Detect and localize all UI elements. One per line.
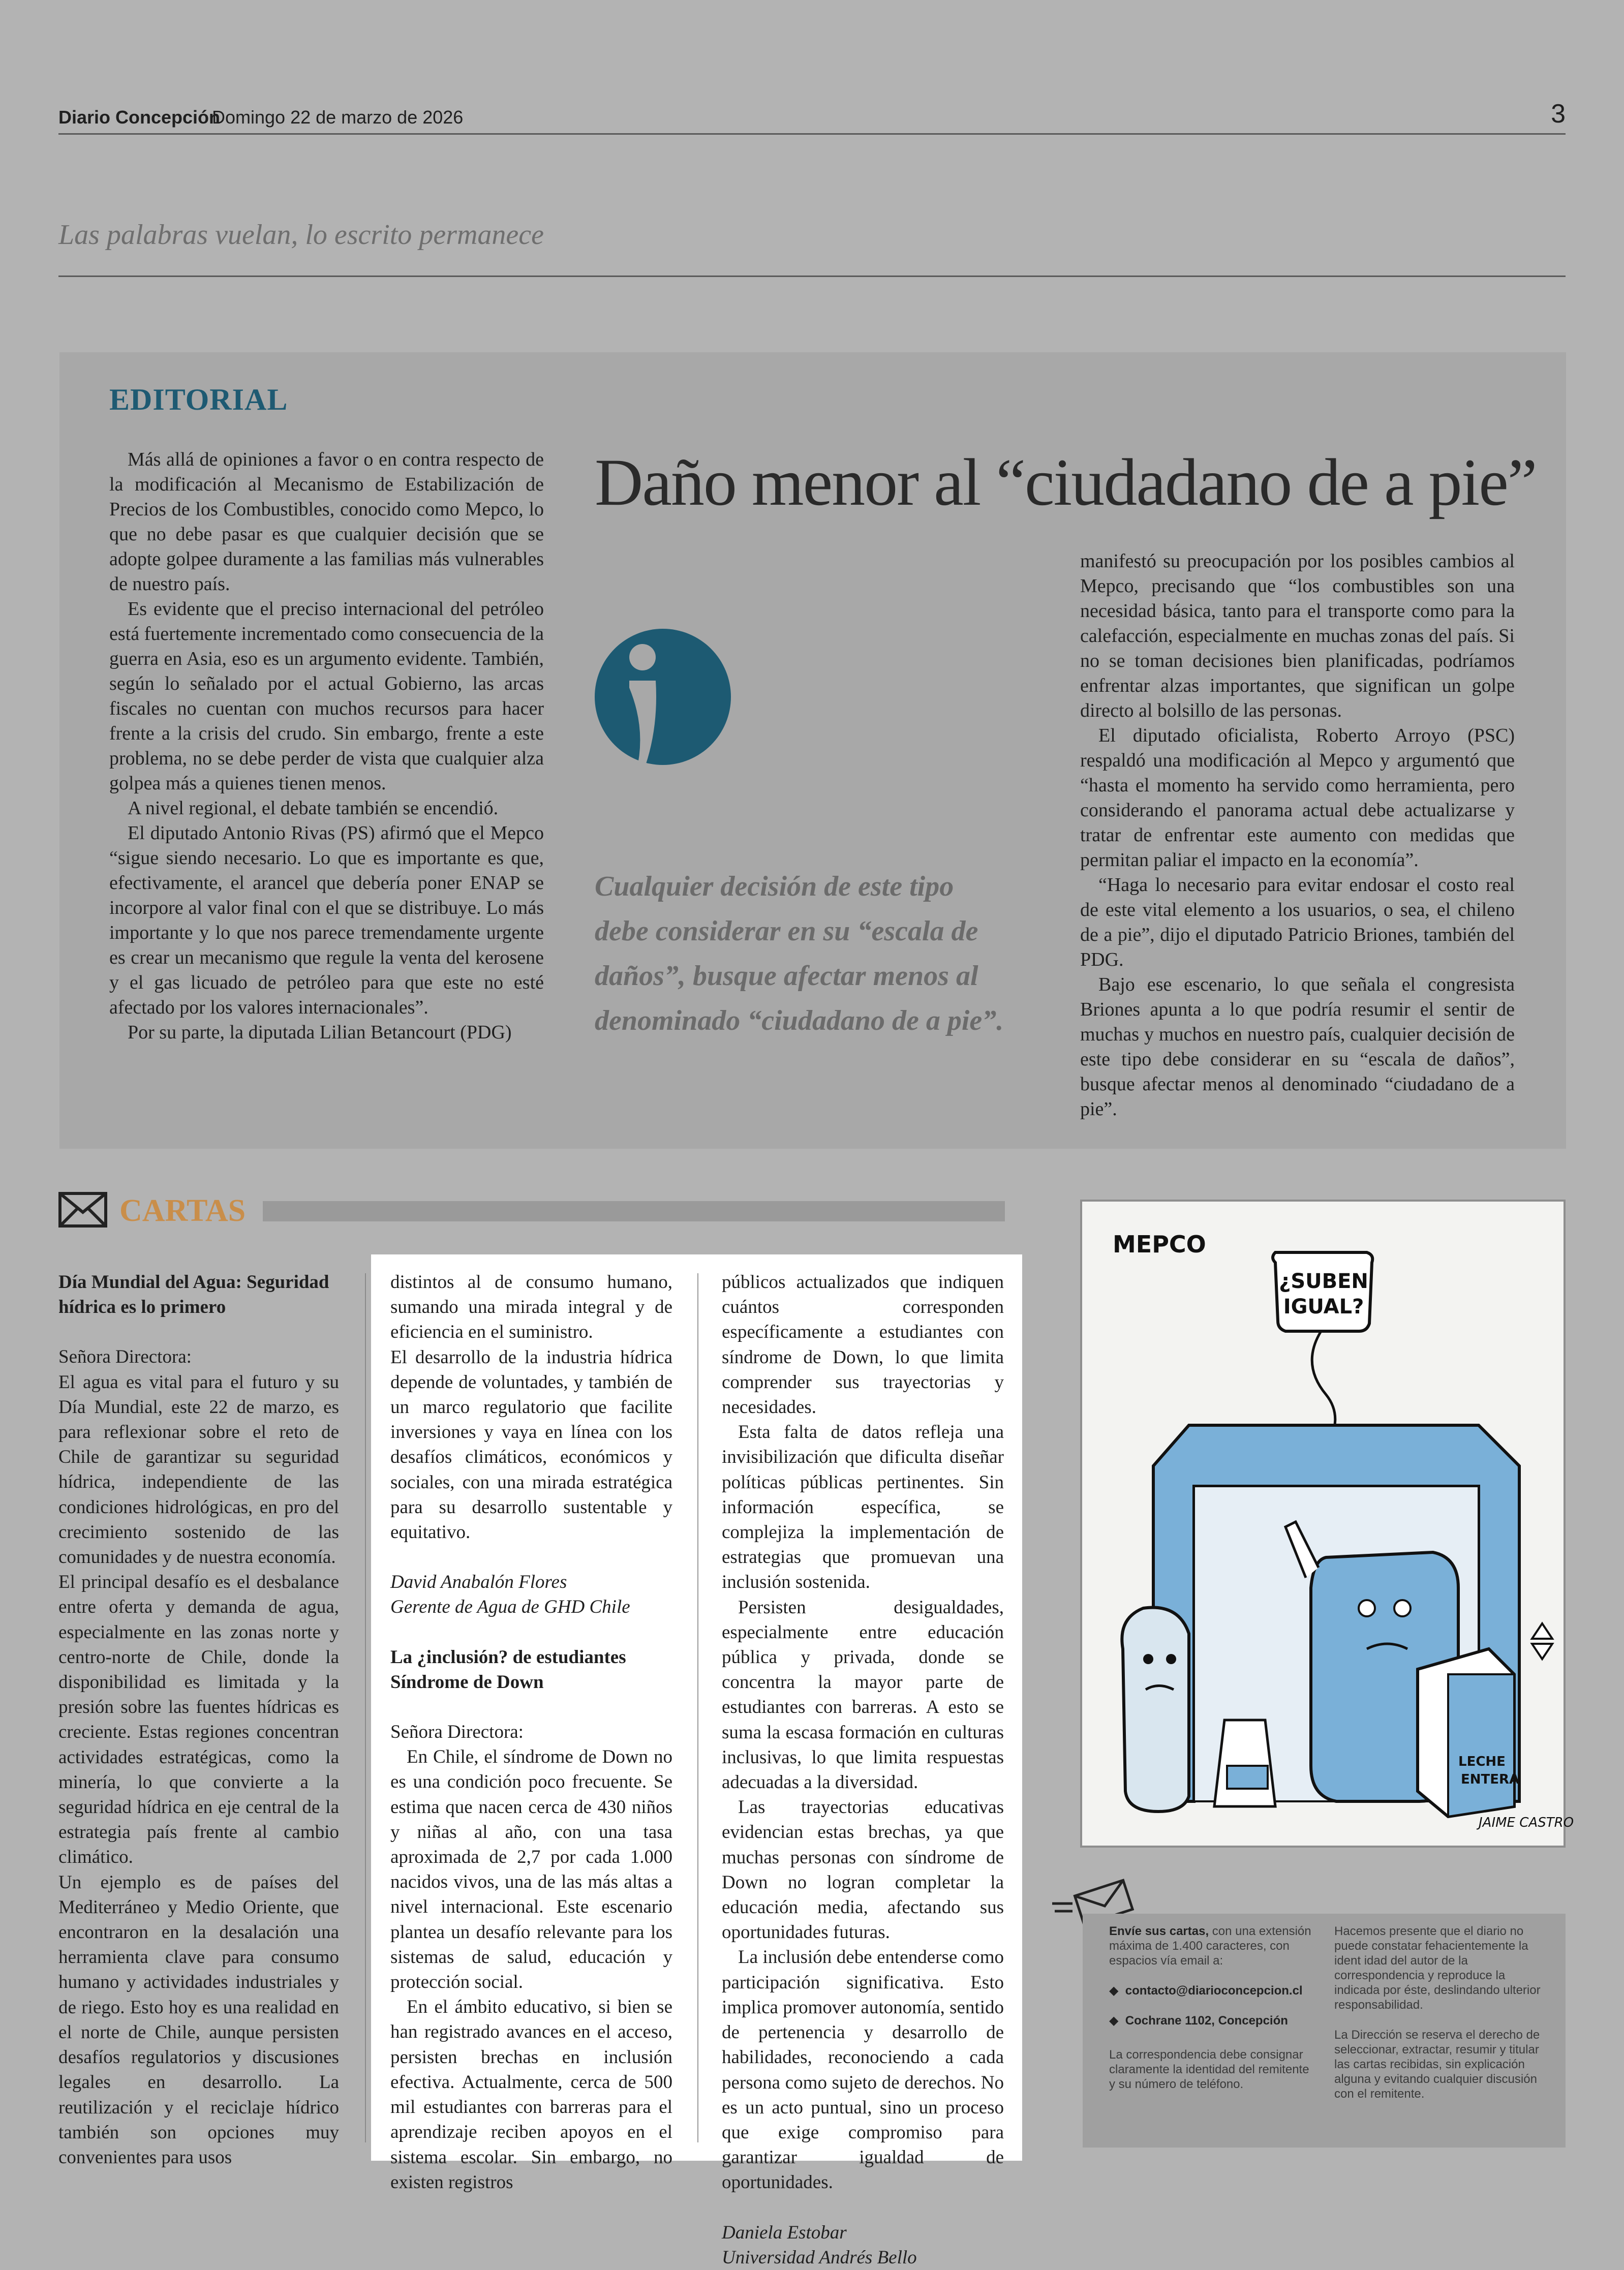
publication-date: Domingo 22 de marzo de 2026 (212, 107, 464, 128)
letter-paragraph: distintos al de consumo humano, sumando una mirada integral y de eficiencia en el suministro. (390, 1272, 672, 1343)
editorial-label: EDITORIAL (109, 383, 288, 416)
letter-salutation: Señora Directora: (390, 1722, 524, 1743)
cartas-header (58, 1192, 1005, 1233)
letter-signature-name: David Anabalón Flores (390, 1572, 567, 1593)
info-disclaimer: Hacemos presente que el diario no puede constatar fehacientemente la ident idad del autor de la correspondencia y reproduce la indicada por éste, deslindando ulterior responsabilidad. (1334, 1924, 1541, 2012)
editorial-pull-quote: Cualquier decisión de este tipo debe considerar en su “escala de daños”, busque afectar menos al denominado “ciudadano de a pie”. (595, 871, 1004, 1036)
letter-column-b (390, 1270, 672, 2195)
letter-column-a (58, 1270, 339, 2170)
page-number: 3 (1551, 99, 1566, 129)
editorial-paragraph: A nivel regional, el debate también se encendió. (128, 797, 499, 819)
letter-paragraph: En el ámbito educativo, si bien se han registrado avances en el acceso, persisten brechas en inclusión efectiva. Actualmente, cerca de 500 mil estudiantes con barreras para el aprendizaje reciben apoyos en el sistema escolar. Sin embargo, no existen registros (390, 1997, 672, 2193)
speech-line: ¿SUBEN (1279, 1270, 1368, 1293)
editorial-cartoon (1080, 1200, 1574, 1848)
envelope-icon (58, 1192, 107, 1228)
cartoon-title: MEPCO (1113, 1231, 1206, 1258)
letter-title: La ¿inclusión? de estudiantes Síndrome de Down (390, 1646, 626, 1693)
letter-column-c (722, 1270, 1004, 2270)
editorial-paragraph: Más allá de opiniones a favor o en contra respecto de la modificación al Mecanismo de Estabilización de Precios de los Combustibles, conocido como Mepco, lo que no debe pasar es que cualquier decisión que se adopte golpee duramente a las familias más vulnerables de nuestro país. (109, 449, 544, 595)
editorial-paragraph: Por su parte, la diputada Lilian Betancourt (PDG) (128, 1022, 512, 1043)
info-rights: La Dirección se reserva el derecho de seleccionar, extractar, resumir y titular las cartas recibidas, sin explicación alguna y evitando cualquier discusión con el remitente. (1334, 2028, 1540, 2101)
column-divider (365, 1273, 366, 2142)
info-right-column (1334, 1924, 1548, 2101)
letter-title: Día Mundial del Agua: Seguridad hídrica es lo primero (58, 1272, 329, 1318)
section-slogan (58, 219, 1566, 277)
character-bread (1122, 1608, 1189, 1812)
letter-paragraph: públicos actualizados que indiquen cuántos corresponden específicamente a estudiantes con síndrome de Down, lo que limita comprender sus trayectorias y necesidades. (722, 1272, 1004, 1418)
letter-paragraph: Persisten desigualdades, especialmente entre educación pública y privada, donde se concentra la mayor parte de estudiantes con barreras. A esto se suma la escasa formación en culturas inclusivas, lo que limita respuestas adecuadas a la diversidad. (722, 1597, 1004, 1793)
letter-signature-role: Gerente de Agua de GHD Chile (390, 1597, 630, 1618)
page-header (58, 99, 1566, 135)
info-icon (594, 628, 732, 771)
letter-signature-role: Universidad Andrés Bello (722, 2247, 917, 2268)
speech-line: IGUAL? (1283, 1295, 1364, 1318)
editorial-paragraph: El diputado oficialista, Roberto Arroyo (PSC) respaldó una modificación al Mepco y argumentó que “hasta el momento ha servido como herramienta, pero considerando el panorama actual debe actualizarse y tratar de enfrentar este aumento con medidas que permitan paliar el impacto en la economía”. (1080, 725, 1515, 871)
info-email[interactable]: contacto@diarioconcepcion.cl (1125, 1984, 1303, 1998)
svg-text:ENTERA: ENTERA (1461, 1772, 1520, 1787)
info-intro: con una extensión máxima de 1.400 caracteres, con espacios vía email a: (1109, 1924, 1311, 1968)
letter-paragraph: Un ejemplo es de países del Mediterráneo y Medio Oriente, que encontraron en la desalación una herramienta clave para consumo humano y actividades industriales y de riego. Esto hoy es una realidad en el norte de Chile, aunque persisten desafíos regulatorios y discusiones legales en desarrollo. La reutilización y el reciclaje hídrico también son opciones muy convenientes para usos (58, 1872, 339, 2168)
letter-paragraph: El desarrollo de la industria hídrica depende de voluntades, y también de un marco regulatorio que facilite inversiones y vaya en línea con los desafíos climáticos, económicos y sociales, con una mirada estratégica para su desarrollo sustentable y equitativo. (390, 1346, 672, 1543)
editorial-paragraph: El diputado Antonio Rivas (PS) afirmó que el Mepco “sigue siendo necesario. Lo que es importante es que, efectivamente, el arancel que debería poner ENAP se incorpore al valor final con el que se distribuye. Lo más importante y lo que nos parece tremendamente urgente es crear un mecanismo que regule la venta del kerosene y el gas licuado de petróleo para que este no esté afectado por los valores internacionales”. (109, 822, 544, 1018)
cartas-label: CARTAS (119, 1193, 246, 1228)
editorial-title: Daño menor al “ciudadano de a pie” (595, 445, 1537, 519)
slogan-text: Las palabras vuelan, lo escrito permanece (58, 219, 544, 251)
cartoon-signature: JAIME CASTRO (1479, 1815, 1574, 1830)
publication-name: Diario Concepción (58, 107, 221, 128)
letter-paragraph: La inclusión debe entenderse como participación significativa. Esto implica promover autonomía, sentido de pertenencia y desarrollo de habilidades, reconociendo a cada persona como sujeto de derechos. No es un acto puntual, sino un proceso que exige compromiso para garantizar igualdad de oportunidades. (722, 1947, 1004, 2193)
info-address: Cochrane 1102, Concepción (1125, 2014, 1288, 2028)
letter-salutation: Señora Directora: (58, 1346, 192, 1368)
editorial-column-1 (109, 447, 544, 1045)
editorial-paragraph: Es evidente que el preciso internacional del petróleo está fuertemente incrementado como consecuencia de la guerra en Asia, eso es un argumento evidente. También, según lo señalado por el actual Gobierno, las arcas fiscales no cuentan con muchos recursos para hacer frente a la crisis del crudo. Sin embargo, frente a este problema, no se debe perder de vista que cualquier alza golpea más a quienes tienen menos. (109, 598, 544, 794)
cartas-bar (263, 1201, 1005, 1221)
letter-paragraph: Las trayectorias educativas evidencian estas brechas, ya que muchas personas con síndrome de Down no logran completar la educación media, afectando sus oportunidades futuras. (722, 1797, 1004, 1943)
info-note: La correspondencia debe consignar claramente la identidad del remitente y su número de teléfono. (1109, 2048, 1309, 2091)
letter-paragraph: Esta falta de datos refleja una invisibilización que dificulta diseñar políticas públicas pertinentes. Sin información específica, se complejiza la implementación de estrategias que promuevan una inclusión sostenida. (722, 1422, 1004, 1593)
editorial-paragraph: Bajo ese escenario, lo que señala el congresista Briones apunta a lo que podría resumir el sentir de muchas y muchos en nuestro país, cualquier decisión de este tipo debe considerar en su “escala de daños”, busque afectar menos al denominado “ciudadano de a pie”. (1080, 974, 1515, 1120)
letter-paragraph: En Chile, el síndrome de Down no es una condición poco frecuente. Se estima que nacen cerca de 430 niños y niñas al año, con una tasa aproximada de 2,7 por cada 1.000 nacidos vivos, una de las más altas a nivel internacional. Este escenario plantea un desafío relevante para los sistemas de salud, educación y protección social. (390, 1746, 672, 1993)
character-bag (1214, 1720, 1275, 1806)
info-address-row: ◆ Cochrane 1102, Concepción (1109, 2014, 1288, 2028)
letter-paragraph: El principal desafío es el desbalance entre oferta y demanda de agua, especialmente en las zonas norte y centro-norte de Chile, donde la disponibilidad es limitada y la presión sobre las fuentes hídricas es creciente. Estas regiones concentran actividades estratégicas, como la minería, lo que convierte a la seguridad hídrica en eje central de la estrategia país frente al cambio climático. (58, 1572, 339, 1868)
info-email-row: ◆ contacto@diarioconcepcion.cl (1109, 1984, 1303, 1998)
editorial-paragraph: “Haga lo necesario para evitar endosar el costo real de este vital elemento a los usuarios, o sea, el chileno de a pie”, dijo el diputado Patricio Briones, también del PDG. (1080, 874, 1515, 970)
info-intro-bold: Envíe sus cartas, (1109, 1924, 1209, 1938)
editorial-paragraph: manifestó su preocupación por los posibles cambios al Mepco, precisando que “los combustibles son una necesidad básica, tanto para el transporte como para la calefacción, especialmente en muchas zonas del país. Si no se toman decisiones bien planificadas, podríamos enfrentar alzas importantes, que significan un golpe directo al bolsillo de las personas. (1080, 550, 1515, 721)
editorial-column-3 (1080, 549, 1515, 1122)
letter-signature-name: Daniela Estobar (722, 2222, 847, 2243)
svg-text:LECHE: LECHE (1458, 1754, 1506, 1769)
column-divider (697, 1273, 698, 2142)
info-left-column (1109, 1924, 1317, 2092)
letter-paragraph: El agua es vital para el futuro y su Día Mundial, este 22 de marzo, es para reflexionar sobre el reto de Chile de garantizar su seguridad hídrica, independiente de las condiciones hidrológicas, en pro del crecimiento sostenido de las comunidades y de nuestra economía. (58, 1371, 339, 1568)
letters-info-box (1083, 1914, 1566, 2148)
